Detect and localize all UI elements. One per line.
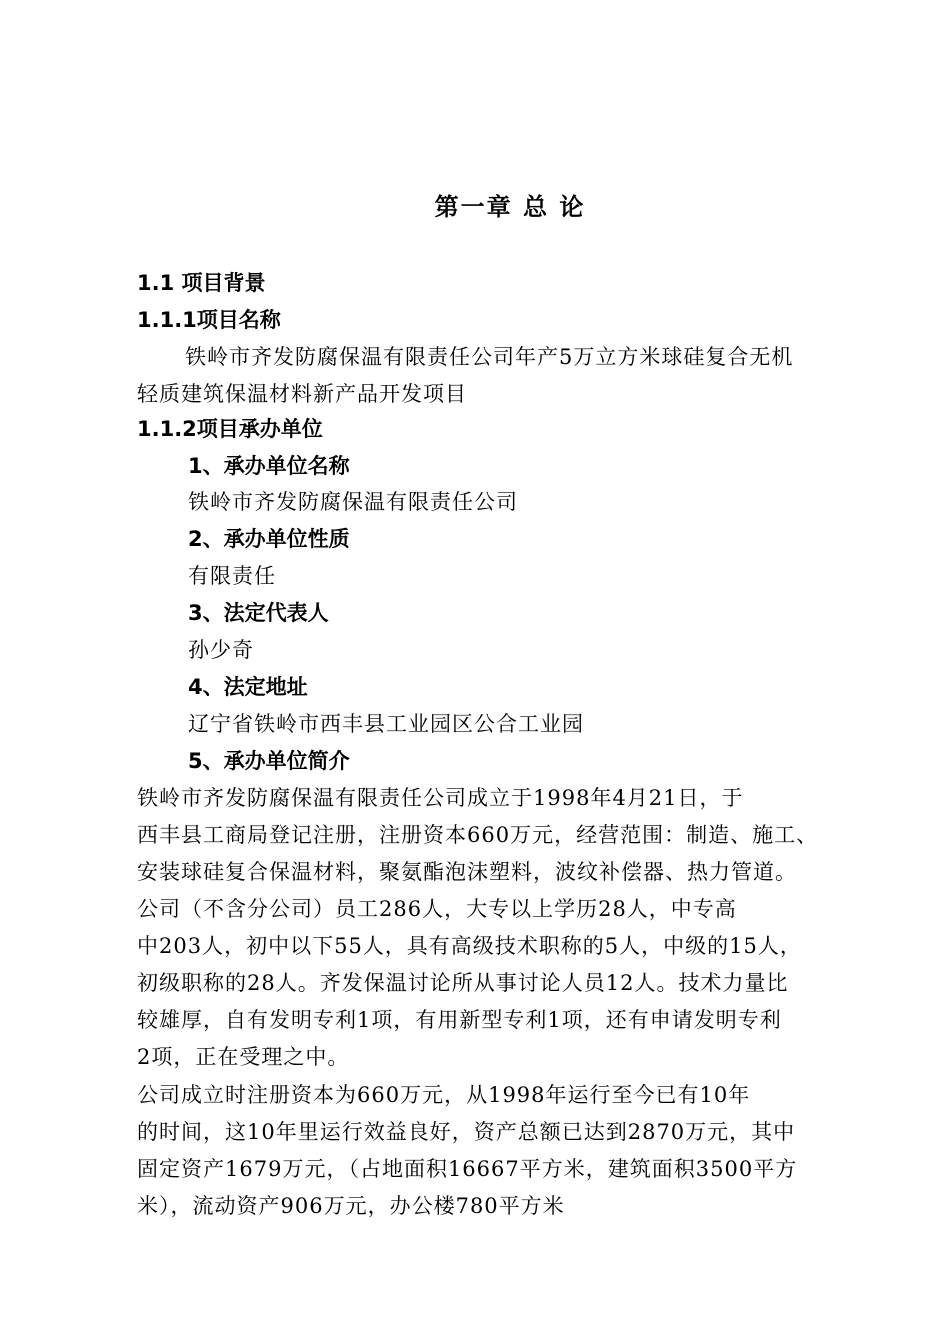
section-heading-1-1-1: 1.1.1项目名称 bbox=[137, 308, 281, 332]
intro-paragraph-1 bbox=[137, 780, 877, 891]
project-name-paragraph bbox=[137, 339, 877, 413]
paragraph-line: 公司（不含分公司）员工286人，大专以上学历28人，中专高 bbox=[137, 897, 737, 921]
project-name-line: 轻质建筑保温材料新产品开发项目 bbox=[137, 382, 467, 406]
paragraph-line: 西丰县工商局登记注册，注册资本660万元，经营范围：制造、施工、 bbox=[137, 823, 819, 847]
paragraph-line: 初级职称的28人。齐发保温讨论所从事讨论人员12人。技术力量比 bbox=[137, 971, 789, 995]
legal-rep-value: 孙少奇 bbox=[188, 638, 254, 662]
paragraph-line: 的时间，这10年里运行效益良好，资产总额已达到2870万元，其中 bbox=[137, 1120, 796, 1144]
address-heading: 4、法定地址 bbox=[188, 675, 308, 699]
intro-paragraph-2 bbox=[137, 891, 877, 1076]
chapter-title: 第一章 总 论 bbox=[434, 193, 586, 221]
unit-nature-heading: 2、承办单位性质 bbox=[188, 527, 350, 551]
paragraph-line: 米），流动资产906万元，办公楼780平方米 bbox=[137, 1194, 565, 1218]
paragraph-line: 安装球硅复合保温材料，聚氨酯泡沫塑料，波纹补偿器、热力管道。 bbox=[137, 860, 797, 884]
unit-name-value: 铁岭市齐发防腐保温有限责任公司 bbox=[188, 490, 518, 514]
unit-name-heading: 1、承办单位名称 bbox=[188, 454, 350, 478]
paragraph-line: 中203人，初中以下55人，具有高级技术职称的5人，中级的15人， bbox=[137, 934, 802, 958]
paragraph-line: 铁岭市齐发防腐保温有限责任公司成立于1998年4月21日，于 bbox=[137, 786, 744, 810]
intro-heading: 5、承办单位简介 bbox=[188, 749, 350, 773]
paragraph-line: 公司成立时注册资本为660万元，从1998年运行至今已有10年 bbox=[137, 1083, 751, 1107]
paragraph-line: 固定资产1679万元，（占地面积16667平方米，建筑面积3500平方 bbox=[137, 1157, 798, 1181]
legal-rep-heading: 3、法定代表人 bbox=[188, 601, 329, 625]
paragraph-line: 2项，正在受理之中。 bbox=[137, 1045, 350, 1069]
section-heading-1-1: 1.1 项目背景 bbox=[137, 271, 266, 295]
paragraph-line: 较雄厚，自有发明专利1项，有用新型专利1项，还有申请发明专利 bbox=[137, 1008, 782, 1032]
intro-paragraph-3 bbox=[137, 1077, 877, 1225]
unit-nature-value: 有限责任 bbox=[188, 564, 276, 588]
address-value: 辽宁省铁岭市西丰县工业园区公合工业园 bbox=[188, 712, 584, 736]
project-name-line: 铁岭市齐发防腐保温有限责任公司年产5万立方米球硅复合无机 bbox=[185, 345, 794, 369]
section-heading-1-1-2: 1.1.2项目承办单位 bbox=[137, 417, 323, 441]
